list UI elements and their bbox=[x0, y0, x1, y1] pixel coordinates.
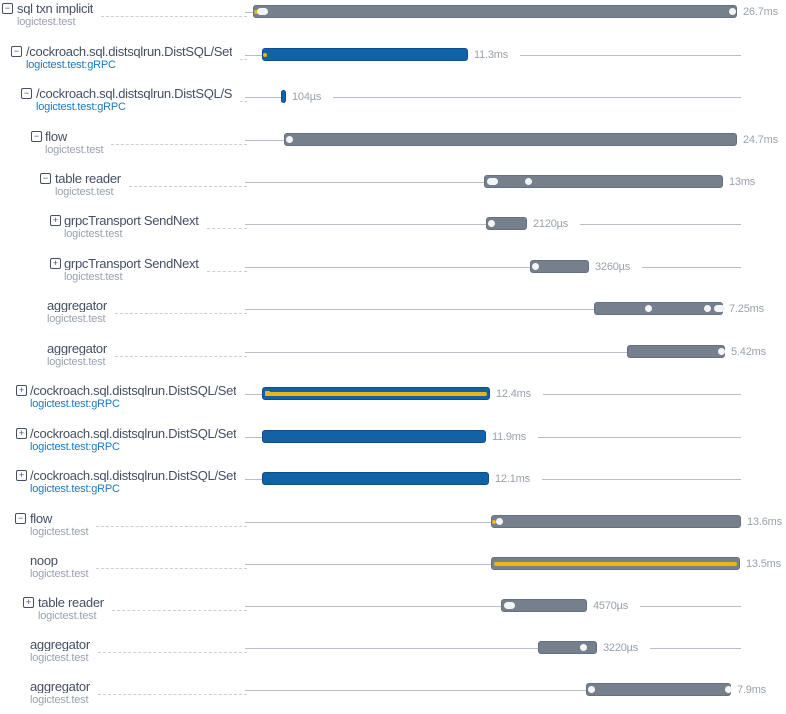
log-marker-dot bbox=[718, 348, 725, 355]
span-bar[interactable] bbox=[281, 90, 286, 103]
log-marker-dot bbox=[286, 136, 293, 143]
span-subtitle: logictest.test bbox=[47, 356, 106, 368]
span-duration: 11.3ms bbox=[474, 49, 509, 61]
span-subtitle: logictest.test:gRPC bbox=[26, 59, 116, 71]
log-marker-pill bbox=[487, 178, 498, 185]
span-subtitle: logictest.test bbox=[30, 568, 89, 580]
span-bar[interactable] bbox=[491, 515, 741, 528]
span-duration: 3220µs bbox=[603, 642, 639, 654]
span-label bbox=[30, 638, 90, 664]
trailing-line bbox=[333, 97, 741, 98]
span-label bbox=[64, 257, 199, 283]
span-label bbox=[47, 299, 107, 325]
leader-dashed bbox=[98, 652, 247, 653]
leader-line bbox=[245, 479, 262, 480]
collapse-icon[interactable]: − bbox=[40, 173, 51, 184]
span-title[interactable]: /cockroach.sql.distsqlrun.DistSQL/Set bbox=[30, 427, 237, 440]
span-subtitle: logictest.test bbox=[47, 313, 106, 325]
trailing-line bbox=[642, 267, 741, 268]
span-duration: 13.5ms bbox=[746, 558, 781, 570]
span-title[interactable]: grpcTransport SendNext bbox=[64, 257, 199, 270]
span-label bbox=[55, 172, 121, 198]
span-label bbox=[26, 45, 232, 71]
span-bar[interactable] bbox=[594, 302, 723, 315]
span-subtitle: logictest.test bbox=[38, 610, 97, 622]
leader-dashed bbox=[240, 59, 247, 60]
log-marker-dot bbox=[704, 305, 711, 312]
leader-line bbox=[245, 437, 262, 438]
span-duration: 7.25ms bbox=[729, 303, 764, 315]
leader-line bbox=[245, 522, 491, 523]
span-bar[interactable] bbox=[262, 48, 468, 61]
expand-icon[interactable]: + bbox=[16, 385, 27, 396]
trailing-line bbox=[538, 437, 741, 438]
log-marker-dot bbox=[488, 220, 495, 227]
leader-dashed bbox=[111, 144, 247, 145]
span-subtitle: logictest.test:gRPC bbox=[30, 441, 120, 453]
leader-line bbox=[245, 564, 491, 565]
span-label bbox=[36, 87, 232, 113]
trailing-line bbox=[650, 648, 741, 649]
span-title[interactable]: aggregator bbox=[47, 299, 107, 312]
span-title[interactable]: aggregator bbox=[47, 342, 107, 355]
span-title[interactable]: noop bbox=[30, 554, 58, 567]
log-marker-pill bbox=[714, 305, 725, 312]
span-title[interactable]: /cockroach.sql.distsqlrun.DistSQL/S bbox=[36, 87, 233, 100]
span-title[interactable]: aggregator bbox=[30, 680, 90, 693]
span-bar[interactable] bbox=[486, 217, 527, 230]
leader-line bbox=[245, 12, 253, 13]
span-label bbox=[47, 342, 107, 368]
leader-dashed bbox=[98, 694, 247, 695]
log-marker-pill bbox=[257, 8, 268, 15]
leader-line bbox=[245, 224, 486, 225]
span-label bbox=[30, 469, 236, 495]
span-duration: 4570µs bbox=[593, 600, 629, 612]
span-title[interactable]: sql txn implicit bbox=[17, 2, 94, 15]
span-bar[interactable] bbox=[501, 599, 587, 612]
span-label bbox=[45, 130, 103, 156]
span-bar[interactable] bbox=[262, 430, 486, 443]
span-bar[interactable] bbox=[262, 387, 490, 400]
log-marker-dot bbox=[588, 686, 595, 693]
leader-line bbox=[245, 97, 281, 98]
span-title[interactable]: aggregator bbox=[30, 638, 90, 651]
expand-icon[interactable]: + bbox=[16, 470, 27, 481]
trailing-line bbox=[640, 606, 741, 607]
collapse-icon[interactable]: − bbox=[31, 131, 42, 142]
span-bar[interactable] bbox=[491, 557, 740, 570]
span-label bbox=[30, 512, 88, 538]
log-marker-dot bbox=[645, 305, 652, 312]
log-marker-yellow bbox=[265, 391, 270, 396]
leader-dashed bbox=[240, 101, 247, 102]
leader-dashed bbox=[96, 526, 247, 527]
leader-line bbox=[245, 309, 594, 310]
span-title[interactable]: /cockroach.sql.distsqlrun.DistSQL/Set bbox=[30, 469, 237, 482]
span-duration: 13.6ms bbox=[747, 516, 782, 528]
span-subtitle: logictest.test:gRPC bbox=[30, 483, 120, 495]
log-marker-dot bbox=[580, 644, 587, 651]
collapse-icon[interactable]: − bbox=[15, 513, 26, 524]
span-label bbox=[38, 596, 104, 622]
collapse-icon[interactable]: − bbox=[21, 88, 32, 99]
span-duration: 12.4ms bbox=[496, 388, 531, 400]
leader-line bbox=[245, 352, 627, 353]
span-bar[interactable] bbox=[627, 345, 725, 358]
span-title[interactable]: /cockroach.sql.distsqlrun.DistSQL/Set bbox=[30, 384, 237, 397]
span-subtitle: logictest.test bbox=[64, 228, 123, 240]
collapse-icon[interactable]: − bbox=[11, 46, 22, 57]
span-label bbox=[30, 680, 90, 706]
expand-icon[interactable]: + bbox=[50, 258, 61, 269]
span-title[interactable]: grpcTransport SendNext bbox=[64, 214, 199, 227]
span-label bbox=[30, 554, 88, 580]
span-subtitle: logictest.test bbox=[30, 694, 89, 706]
leader-line bbox=[245, 394, 262, 395]
collapse-icon[interactable]: − bbox=[2, 3, 13, 14]
span-bar[interactable] bbox=[586, 683, 731, 696]
leader-dashed bbox=[207, 228, 247, 229]
span-bar[interactable] bbox=[484, 175, 723, 188]
leader-dashed bbox=[129, 186, 247, 187]
span-duration: 7.9ms bbox=[737, 684, 766, 696]
span-subtitle: logictest.test:gRPC bbox=[36, 101, 126, 113]
span-duration: 26.7ms bbox=[743, 6, 778, 18]
span-subtitle: logictest.test:gRPC bbox=[30, 398, 120, 410]
leader-line bbox=[245, 55, 262, 56]
span-subtitle: logictest.test bbox=[64, 271, 123, 283]
log-marker-dot bbox=[729, 8, 736, 15]
span-label bbox=[17, 2, 93, 28]
leader-dashed bbox=[207, 271, 247, 272]
leader-dashed bbox=[115, 313, 247, 314]
log-marker-yellow bbox=[263, 53, 267, 57]
trailing-line bbox=[542, 479, 741, 480]
span-label bbox=[64, 214, 199, 240]
span-subtitle: logictest.test bbox=[30, 526, 89, 538]
span-label bbox=[30, 427, 236, 453]
span-title[interactable]: /cockroach.sql.distsqlrun.DistSQL/Set bbox=[26, 45, 233, 58]
bar-stripe bbox=[494, 562, 737, 566]
leader-dashed bbox=[115, 356, 247, 357]
leader-dashed bbox=[112, 610, 247, 611]
span-subtitle: logictest.test bbox=[30, 652, 89, 664]
span-duration: 3260µs bbox=[595, 261, 631, 273]
span-duration: 104µs bbox=[292, 91, 322, 103]
span-subtitle: logictest.test bbox=[45, 144, 104, 156]
span-duration: 5.42ms bbox=[731, 346, 766, 358]
span-bar[interactable] bbox=[530, 260, 589, 273]
log-marker-dot bbox=[496, 518, 503, 525]
trailing-line bbox=[520, 55, 741, 56]
span-duration: 11.9ms bbox=[492, 431, 527, 443]
span-bar[interactable] bbox=[253, 5, 737, 18]
leader-dashed bbox=[96, 568, 247, 569]
span-subtitle: logictest.test bbox=[17, 16, 76, 28]
bar-stripe bbox=[265, 392, 487, 396]
expand-icon[interactable]: + bbox=[23, 597, 34, 608]
leader-line bbox=[245, 267, 530, 268]
span-duration: 12.1ms bbox=[495, 473, 530, 485]
span-bar[interactable] bbox=[262, 472, 489, 485]
trailing-line bbox=[543, 394, 741, 395]
span-title[interactable]: table reader bbox=[38, 596, 104, 609]
span-title[interactable]: flow bbox=[45, 130, 67, 143]
span-title[interactable]: table reader bbox=[55, 172, 121, 185]
span-label bbox=[30, 384, 236, 410]
leader-line bbox=[245, 648, 538, 649]
span-duration: 2120µs bbox=[533, 218, 569, 230]
span-title[interactable]: flow bbox=[30, 512, 52, 525]
log-marker-dot bbox=[725, 686, 732, 693]
leader-line bbox=[245, 182, 484, 183]
leader-line bbox=[245, 140, 284, 141]
span-bar[interactable] bbox=[284, 133, 737, 146]
leader-line bbox=[245, 606, 501, 607]
log-marker-pill bbox=[504, 602, 515, 609]
span-duration: 24.7ms bbox=[743, 134, 778, 146]
log-marker-dot bbox=[525, 178, 532, 185]
span-duration: 13ms bbox=[729, 176, 756, 188]
span-subtitle: logictest.test bbox=[55, 186, 114, 198]
expand-icon[interactable]: + bbox=[50, 215, 61, 226]
span-bar[interactable] bbox=[538, 641, 597, 654]
leader-line bbox=[245, 690, 586, 691]
log-marker-dot bbox=[532, 263, 539, 270]
expand-icon[interactable]: + bbox=[16, 428, 27, 439]
trailing-line bbox=[580, 224, 741, 225]
leader-dashed bbox=[101, 16, 247, 17]
